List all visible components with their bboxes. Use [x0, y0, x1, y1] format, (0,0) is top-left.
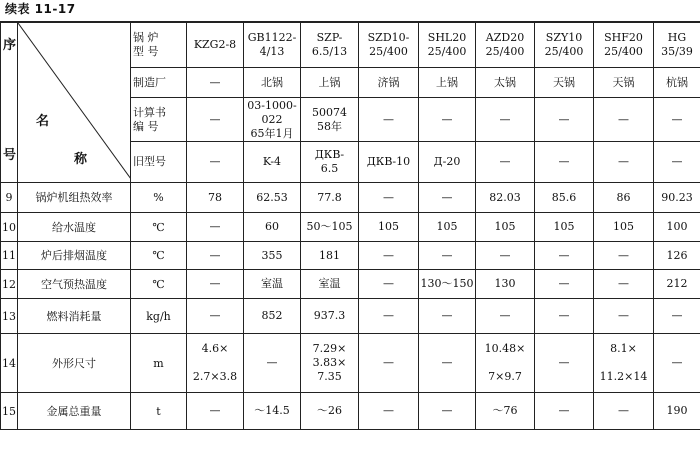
- row-value-cell: 130: [476, 270, 535, 299]
- header-maker-cell: 天锅: [594, 68, 654, 98]
- row-number: 9: [1, 183, 18, 213]
- header-old-model-cell: ДКВ-10: [359, 142, 419, 183]
- row-value-cell: 86: [594, 183, 654, 213]
- row-value-cell: —: [535, 299, 594, 334]
- header-maker-cell: 天锅: [535, 68, 594, 98]
- header-row-model: [1, 22, 700, 68]
- row-number: 12: [1, 270, 18, 299]
- row-value-cell: —: [535, 270, 594, 299]
- row-value-cell: 10.48× 7×9.7: [476, 334, 535, 393]
- row-value-cell: —: [654, 334, 700, 393]
- header-calc-no-cell: —: [535, 98, 594, 142]
- row-value-cell: —: [359, 299, 419, 334]
- header-old-model-cell: Д-20: [419, 142, 476, 183]
- header-model-cell: SZD10- 25/400: [359, 22, 419, 68]
- row-value-cell: 126: [654, 242, 700, 270]
- header-old-model-cell: K-4: [244, 142, 301, 183]
- header-name-char-2: 称: [74, 152, 88, 167]
- header-model-cell: HG 35/39: [654, 22, 700, 68]
- row-unit: m: [131, 334, 187, 393]
- header-label-old-model: 旧型号: [131, 142, 187, 183]
- row-value-cell: —: [535, 242, 594, 270]
- header-maker-cell: 上锅: [419, 68, 476, 98]
- row-name: 燃料消耗量: [18, 299, 131, 334]
- row-value-cell: 77.8: [301, 183, 359, 213]
- header-model-cell: SHF20 25/400: [594, 22, 654, 68]
- header-calc-no-cell: 03-1000- 022 65年1月: [244, 98, 301, 142]
- row-value-cell: 62.53: [244, 183, 301, 213]
- boiler-spec-table: [0, 21, 700, 430]
- header-old-model-cell: —: [594, 142, 654, 183]
- row-value-cell: —: [419, 334, 476, 393]
- row-number: 15: [1, 393, 18, 430]
- row-unit: kg/h: [131, 299, 187, 334]
- row-unit: t: [131, 393, 187, 430]
- header-calc-no-cell: —: [594, 98, 654, 142]
- row-value-cell: —: [594, 270, 654, 299]
- row-name: 金属总重量: [18, 393, 131, 430]
- row-value-cell: —: [187, 270, 244, 299]
- row-value-cell: ～76: [476, 393, 535, 430]
- row-value-cell: —: [359, 242, 419, 270]
- row-number: 10: [1, 213, 18, 242]
- header-old-model-cell: —: [187, 142, 244, 183]
- row-name: 给水温度: [18, 213, 131, 242]
- row-value-cell: 190: [654, 393, 700, 430]
- header-old-model-cell: —: [535, 142, 594, 183]
- row-value-cell: 85.6: [535, 183, 594, 213]
- header-maker-cell: 北锅: [244, 68, 301, 98]
- row-value-cell: 852: [244, 299, 301, 334]
- header-calc-no-cell: —: [359, 98, 419, 142]
- row-value-cell: —: [359, 334, 419, 393]
- row-value-cell: —: [187, 299, 244, 334]
- header-calc-no-cell: —: [187, 98, 244, 142]
- header-model-cell: SHL20 25/400: [419, 22, 476, 68]
- row-value-cell: —: [476, 299, 535, 334]
- row-value-cell: —: [187, 242, 244, 270]
- header-calc-no-cell: 50074 58年: [301, 98, 359, 142]
- header-calc-no-cell: —: [654, 98, 700, 142]
- boiler-spec-table-frame: [0, 21, 700, 453]
- header-model-cell: KZG2-8: [187, 22, 244, 68]
- table-row: [1, 242, 700, 270]
- header-seq-cell: [1, 22, 18, 183]
- header-old-model-cell: —: [476, 142, 535, 183]
- row-value-cell: 100: [654, 213, 700, 242]
- header-seq-char-1: 序: [3, 38, 17, 53]
- row-value-cell: 60: [244, 213, 301, 242]
- row-value-cell: —: [419, 393, 476, 430]
- row-value-cell: —: [535, 393, 594, 430]
- row-value-cell: —: [654, 299, 700, 334]
- row-value-cell: —: [419, 183, 476, 213]
- row-unit: ℃: [131, 242, 187, 270]
- row-value-cell: —: [594, 393, 654, 430]
- row-value-cell: 105: [535, 213, 594, 242]
- row-value-cell: 室温: [244, 270, 301, 299]
- row-value-cell: —: [594, 242, 654, 270]
- row-value-cell: 78: [187, 183, 244, 213]
- row-name: 炉后排烟温度: [18, 242, 131, 270]
- header-maker-cell: 上锅: [301, 68, 359, 98]
- row-value-cell: 105: [359, 213, 419, 242]
- header-model-cell: SZY10 25/400: [535, 22, 594, 68]
- row-name: 空气预热温度: [18, 270, 131, 299]
- row-value-cell: 82.03: [476, 183, 535, 213]
- row-value-cell: —: [187, 213, 244, 242]
- table-row: [1, 270, 700, 299]
- row-value-cell: 7.29× 3.83× 7.35: [301, 334, 359, 393]
- row-value-cell: 105: [594, 213, 654, 242]
- header-calc-no-cell: —: [476, 98, 535, 142]
- row-number: 14: [1, 334, 18, 393]
- row-value-cell: —: [419, 299, 476, 334]
- row-value-cell: —: [359, 270, 419, 299]
- row-value-cell: 90.23: [654, 183, 700, 213]
- row-value-cell: —: [244, 334, 301, 393]
- row-value-cell: 212: [654, 270, 700, 299]
- header-label-maker: 制造厂: [131, 68, 187, 98]
- row-value-cell: 105: [476, 213, 535, 242]
- header-seq-char-2: 号: [3, 148, 17, 163]
- table-row: [1, 213, 700, 242]
- row-value-cell: —: [187, 393, 244, 430]
- header-model-cell: AZD20 25/400: [476, 22, 535, 68]
- row-value-cell: 181: [301, 242, 359, 270]
- row-value-cell: 355: [244, 242, 301, 270]
- row-value-cell: 937.3: [301, 299, 359, 334]
- row-number: 11: [1, 242, 18, 270]
- row-value-cell: —: [594, 299, 654, 334]
- header-calc-no-cell: —: [419, 98, 476, 142]
- row-value-cell: 4.6× 2.7×3.8: [187, 334, 244, 393]
- row-value-cell: 130～150: [419, 270, 476, 299]
- row-value-cell: —: [476, 242, 535, 270]
- table-row: [1, 183, 700, 213]
- header-maker-cell: —: [187, 68, 244, 98]
- row-name: 外形尺寸: [18, 334, 131, 393]
- row-value-cell: —: [419, 242, 476, 270]
- row-value-cell: —: [359, 183, 419, 213]
- row-value-cell: 50～105: [301, 213, 359, 242]
- header-maker-cell: 太锅: [476, 68, 535, 98]
- table-caption: 续表 11-17: [5, 2, 76, 16]
- row-value-cell: ～14.5: [244, 393, 301, 430]
- row-value-cell: 8.1× 11.2×14: [594, 334, 654, 393]
- header-label-calc-no: 计算书 编 号: [131, 98, 187, 142]
- row-unit: %: [131, 183, 187, 213]
- header-name-char-1: 名: [36, 114, 50, 129]
- row-value-cell: —: [359, 393, 419, 430]
- header-name-cell: [18, 22, 131, 183]
- row-value-cell: ～26: [301, 393, 359, 430]
- table-row: [1, 393, 700, 430]
- header-maker-cell: 杭锅: [654, 68, 700, 98]
- row-value-cell: —: [535, 334, 594, 393]
- header-old-model-cell: —: [654, 142, 700, 183]
- table-row: [1, 334, 700, 393]
- header-old-model-cell: ДКВ- 6.5: [301, 142, 359, 183]
- table-row: [1, 299, 700, 334]
- row-value-cell: 室温: [301, 270, 359, 299]
- header-maker-cell: 济锅: [359, 68, 419, 98]
- row-unit: ℃: [131, 213, 187, 242]
- header-label-model: 锅 炉 型 号: [131, 22, 187, 68]
- row-value-cell: 105: [419, 213, 476, 242]
- header-model-cell: GB1122- 4/13: [244, 22, 301, 68]
- row-number: 13: [1, 299, 18, 334]
- row-name: 锅炉机组热效率: [18, 183, 131, 213]
- header-model-cell: SZP- 6.5/13: [301, 22, 359, 68]
- row-unit: ℃: [131, 270, 187, 299]
